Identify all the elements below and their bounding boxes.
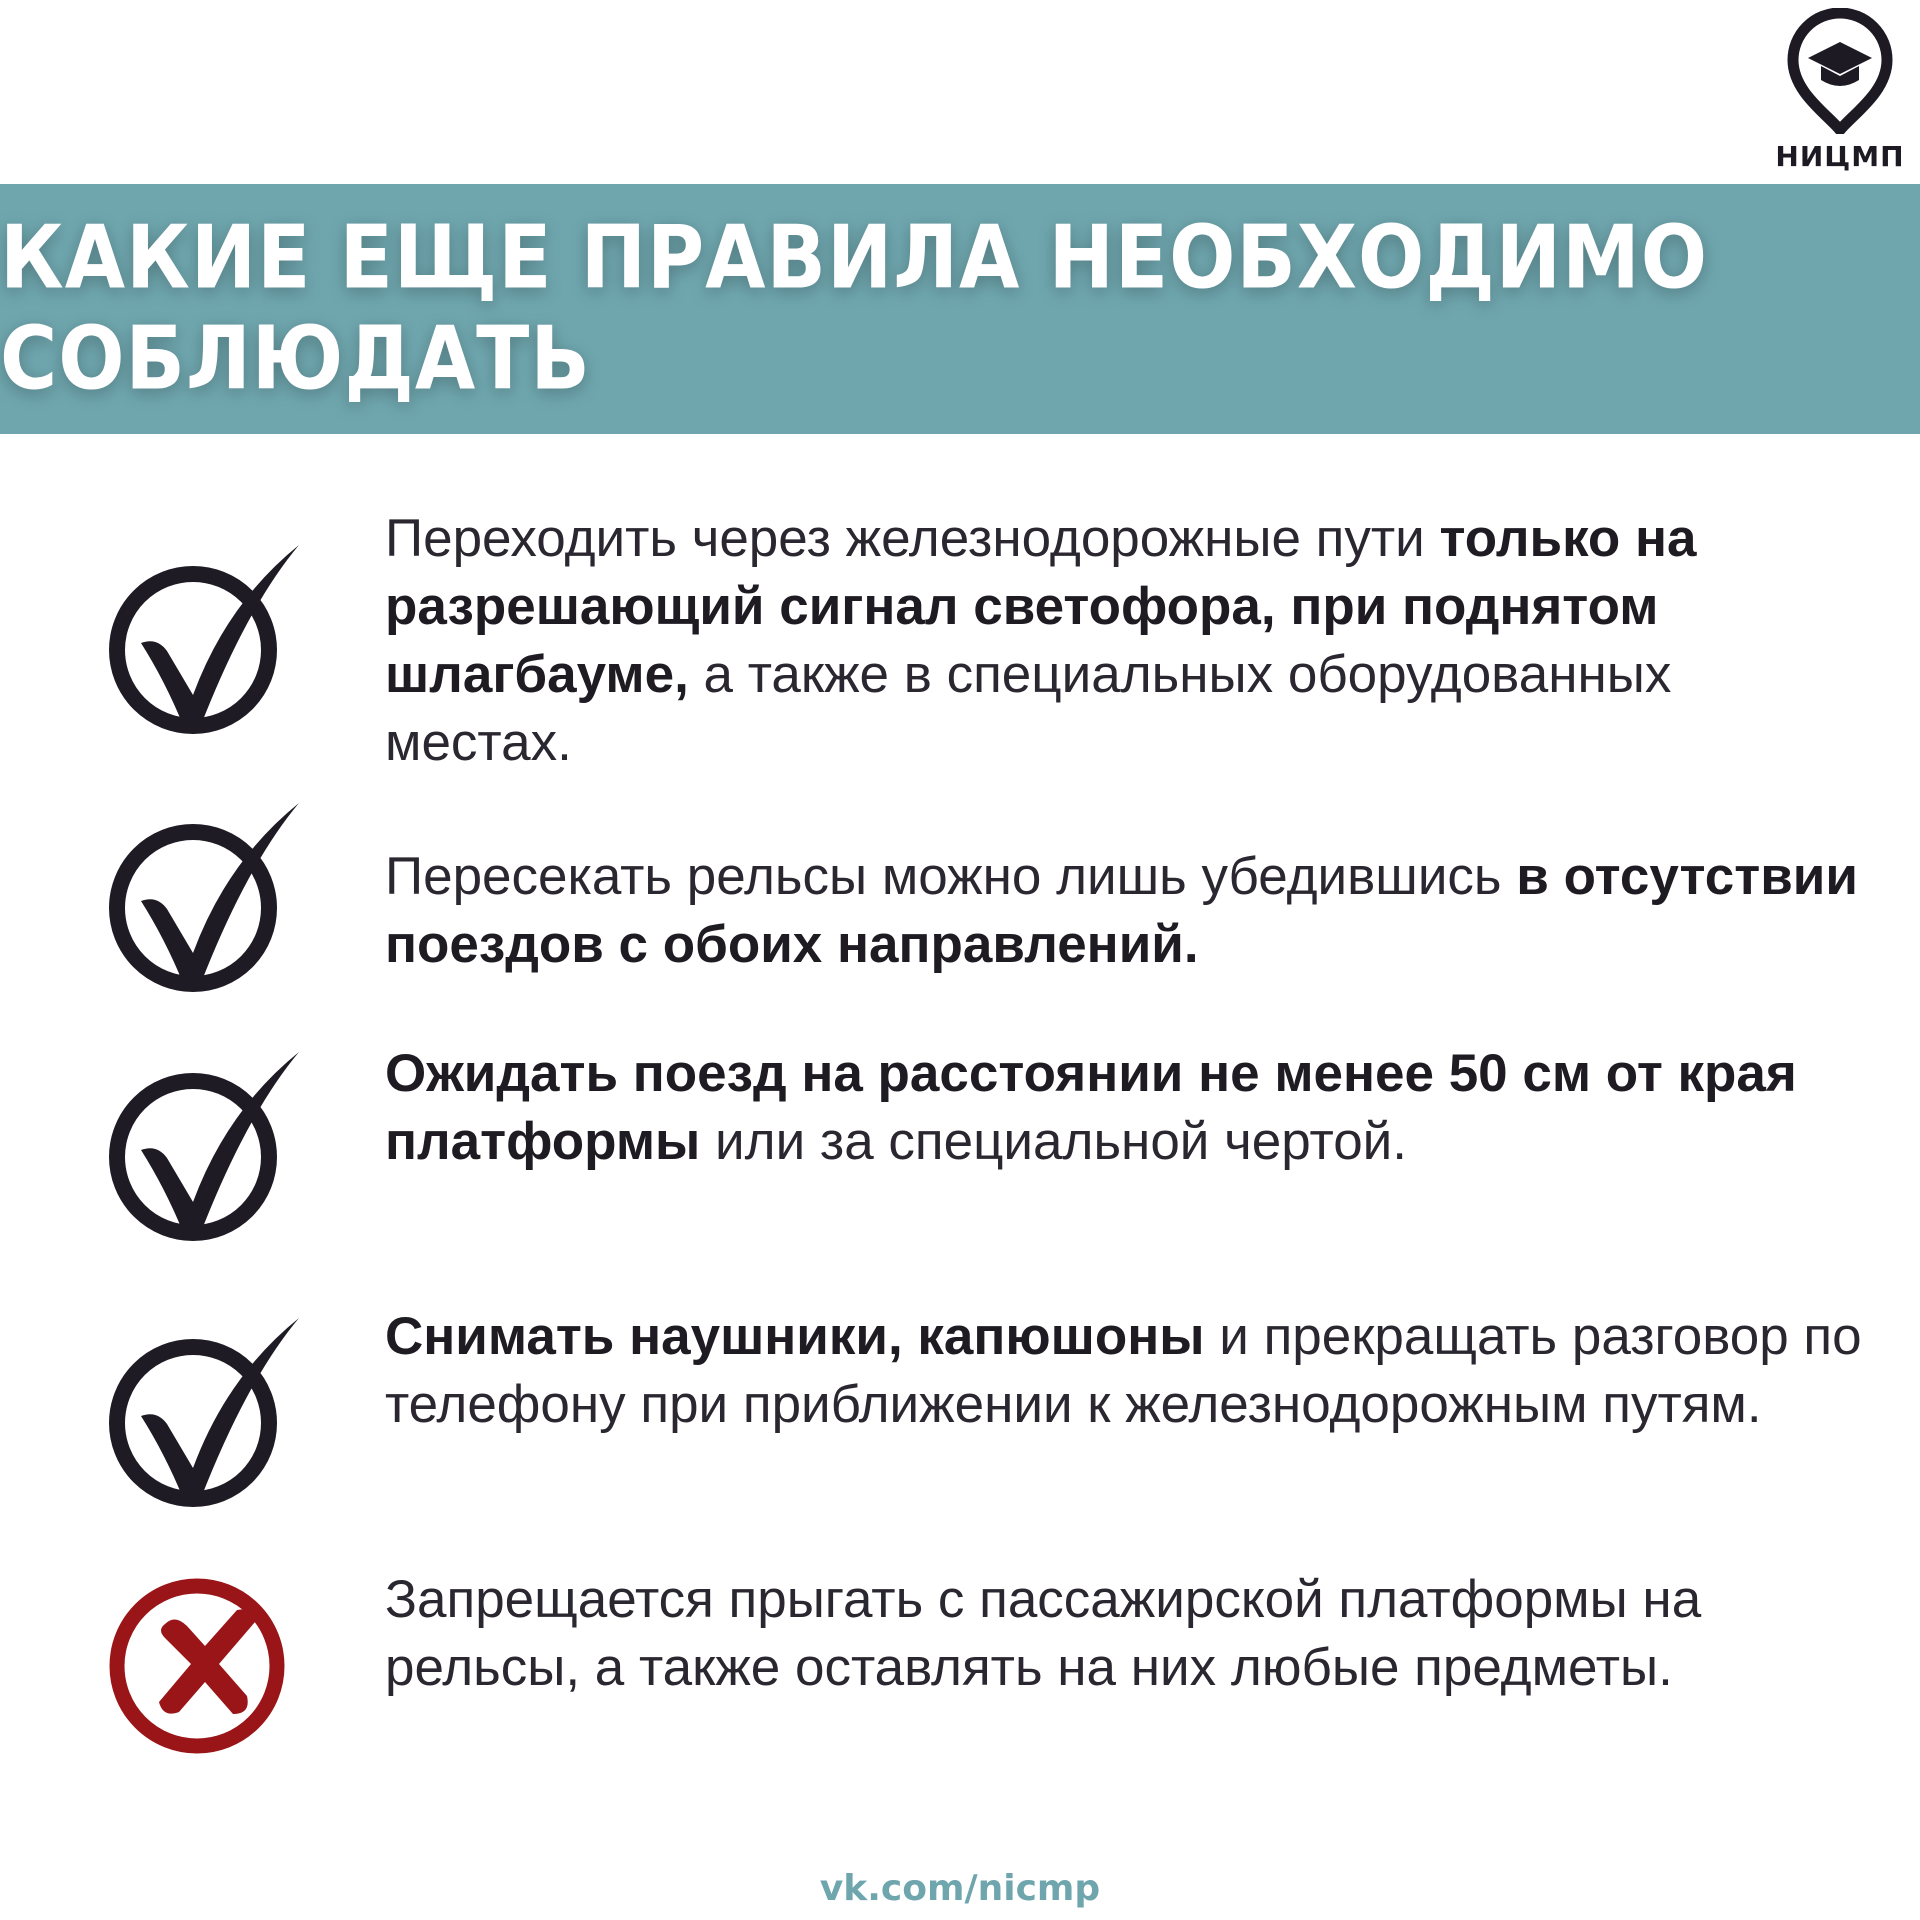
rule-text-bold: только на разрешающий сигнал светофора, при поднятом шлагбауме,	[385, 509, 1697, 704]
check-circle-icon	[105, 1318, 305, 1508]
check-circle-icon	[105, 1052, 305, 1242]
rule-text	[385, 1303, 1865, 1439]
check-circle-icon	[105, 545, 305, 735]
rule-text-regular: Пересекать рельсы можно лишь убедившись	[385, 847, 1517, 906]
rule-text-regular: а также в специальных оборудованных местах.	[385, 645, 1672, 772]
rule-text	[385, 843, 1865, 979]
rule-text-regular: или за специальной чертой.	[700, 1112, 1408, 1171]
rule-text-bold: в отсутствии поездов с обоих направлений.	[385, 847, 1858, 974]
title-banner	[0, 184, 1920, 434]
footer-link[interactable]: vk.com/nicmp	[819, 1868, 1101, 1909]
cross-circle-icon	[105, 1566, 305, 1756]
rule-text-regular: Переходить через железнодорожные пути	[385, 509, 1440, 568]
rule-text-bold: Ожидать поезд на расстоянии не менее 50 см от края платформы	[385, 1044, 1797, 1171]
page-title: КАКИЕ ЕЩЕ ПРАВИЛА НЕОБХОДИМО СОБЛЮДАТЬ	[0, 208, 1709, 410]
logo	[1765, 8, 1915, 178]
rule-text	[385, 505, 1865, 777]
logo-text: НИЦМП	[1775, 140, 1905, 173]
rule-text	[385, 1040, 1865, 1176]
graduation-cap-pin-icon	[1787, 8, 1893, 134]
check-circle-icon	[105, 803, 305, 993]
rule-text-regular: Запрещается прыгать с пассажирской платформы на рельсы, а также оставлять на них любые предметы.	[385, 1570, 1702, 1697]
rule-text-regular: и прекращать разговор по телефону при приближении к железнодорожным путям.	[385, 1307, 1862, 1434]
rule-text-bold: Снимать наушники, капюшоны	[385, 1307, 1205, 1366]
rule-text	[385, 1566, 1865, 1702]
